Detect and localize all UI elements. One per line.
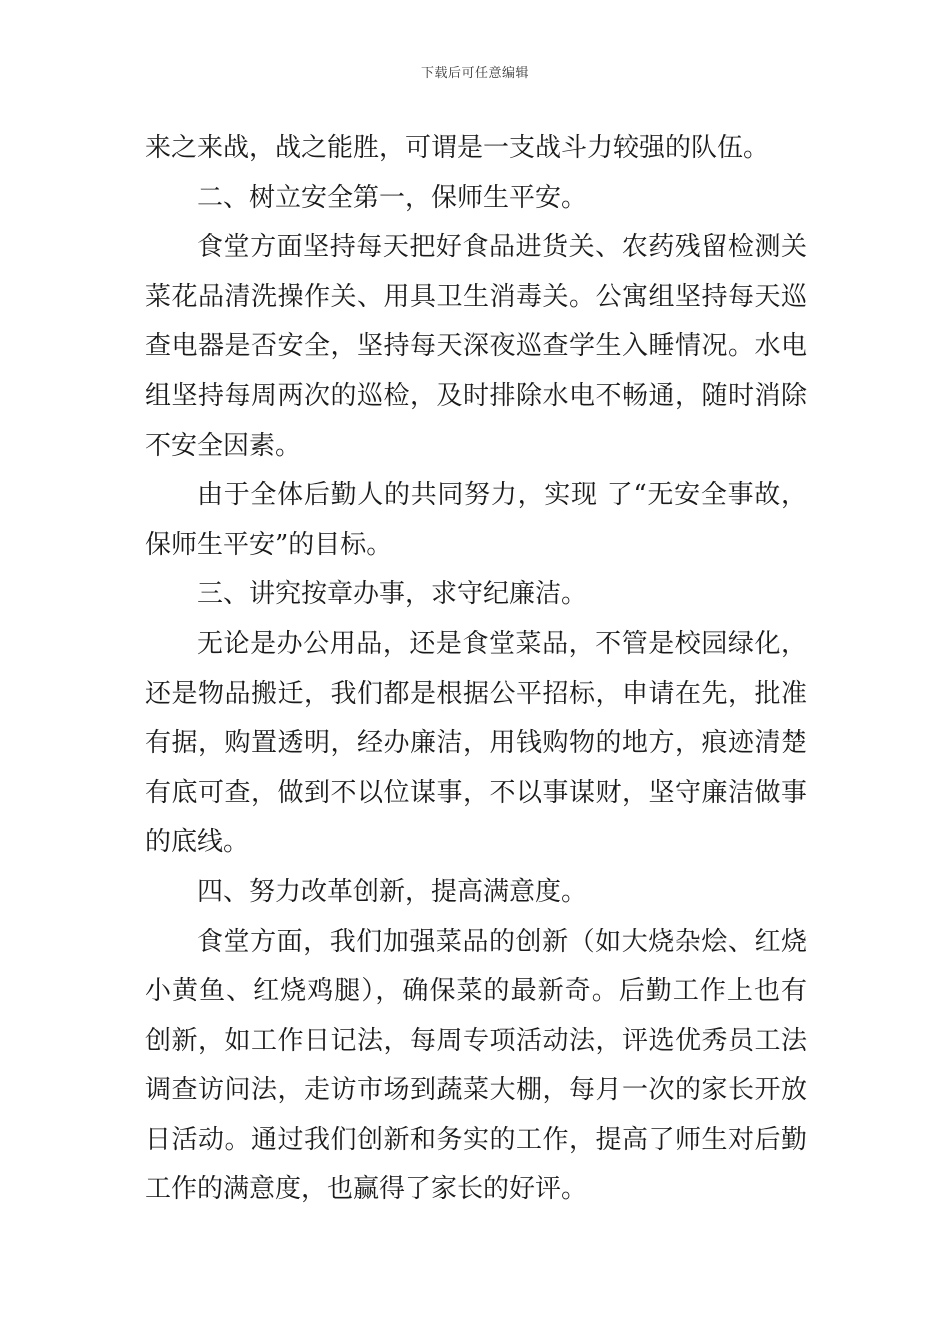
text-line: 食堂方面，我们加强菜品的创新（如大烧杂烩、红烧 bbox=[197, 926, 807, 957]
document-body bbox=[145, 124, 807, 1215]
text-line: 工作的满意度，也赢得了家长的好评。 bbox=[145, 1174, 588, 1205]
text-line: 的底线。 bbox=[145, 827, 250, 858]
text-line: 三、讲究按章办事，求守纪廉洁。 bbox=[197, 579, 588, 610]
text-line: 菜花品清洗操作关、用具卫生消毒关。公寓组坚持每天巡 bbox=[145, 281, 807, 312]
text-line: 查电器是否安全，坚持每天深夜巡查学生入睡情况。水电 bbox=[145, 331, 807, 362]
text-line: 不安全因素。 bbox=[145, 430, 302, 461]
text-line: 二、树立安全第一，保师生平安。 bbox=[197, 182, 588, 213]
text-line: 日活动。通过我们创新和务实的工作，提高了师生对后勤 bbox=[145, 1124, 807, 1155]
text-line: 还是物品搬迁，我们都是根据公平招标，申请在先，批准 bbox=[145, 678, 807, 709]
text-line: 来之来战，战之能胜，可谓是一支战斗力较强的队伍。 bbox=[145, 133, 770, 163]
text-line: 保师生平安”的目标。 bbox=[145, 529, 393, 560]
text-line: 有底可查，做到不以位谋事，不以事谋财，坚守廉洁做事 bbox=[145, 777, 807, 808]
text-line: 调查访问法，走访市场到蔬菜大棚，每月一次的家长开放 bbox=[145, 1075, 807, 1106]
text-line: 小黄鱼、红烧鸡腿），确保菜的最新奇。后勤工作上也有 bbox=[145, 976, 807, 1007]
text-line: 创新，如工作日记法，每周专项活动法，评选优秀员工法 bbox=[145, 1025, 807, 1056]
text-line: 无论是办公用品，还是食堂菜品，不管是校园绿化， bbox=[197, 628, 807, 659]
text-line: 由于全体后勤人的共同努力，实现 了“无安全事故， bbox=[197, 480, 807, 511]
text-line: 四、努力改革创新，提高满意度。 bbox=[197, 876, 588, 907]
text-line: 有据，购置透明，经办廉洁，用钱购物的地方，痕迹清楚 bbox=[145, 728, 807, 759]
text-line: 组坚持每周两次的巡检，及时排除水电不畅通，随时消除 bbox=[145, 380, 807, 411]
text-line: 食堂方面坚持每天把好食品进货关、农药残留检测关 bbox=[197, 232, 807, 263]
page-header: 下载后可任意编辑 bbox=[420, 66, 529, 81]
